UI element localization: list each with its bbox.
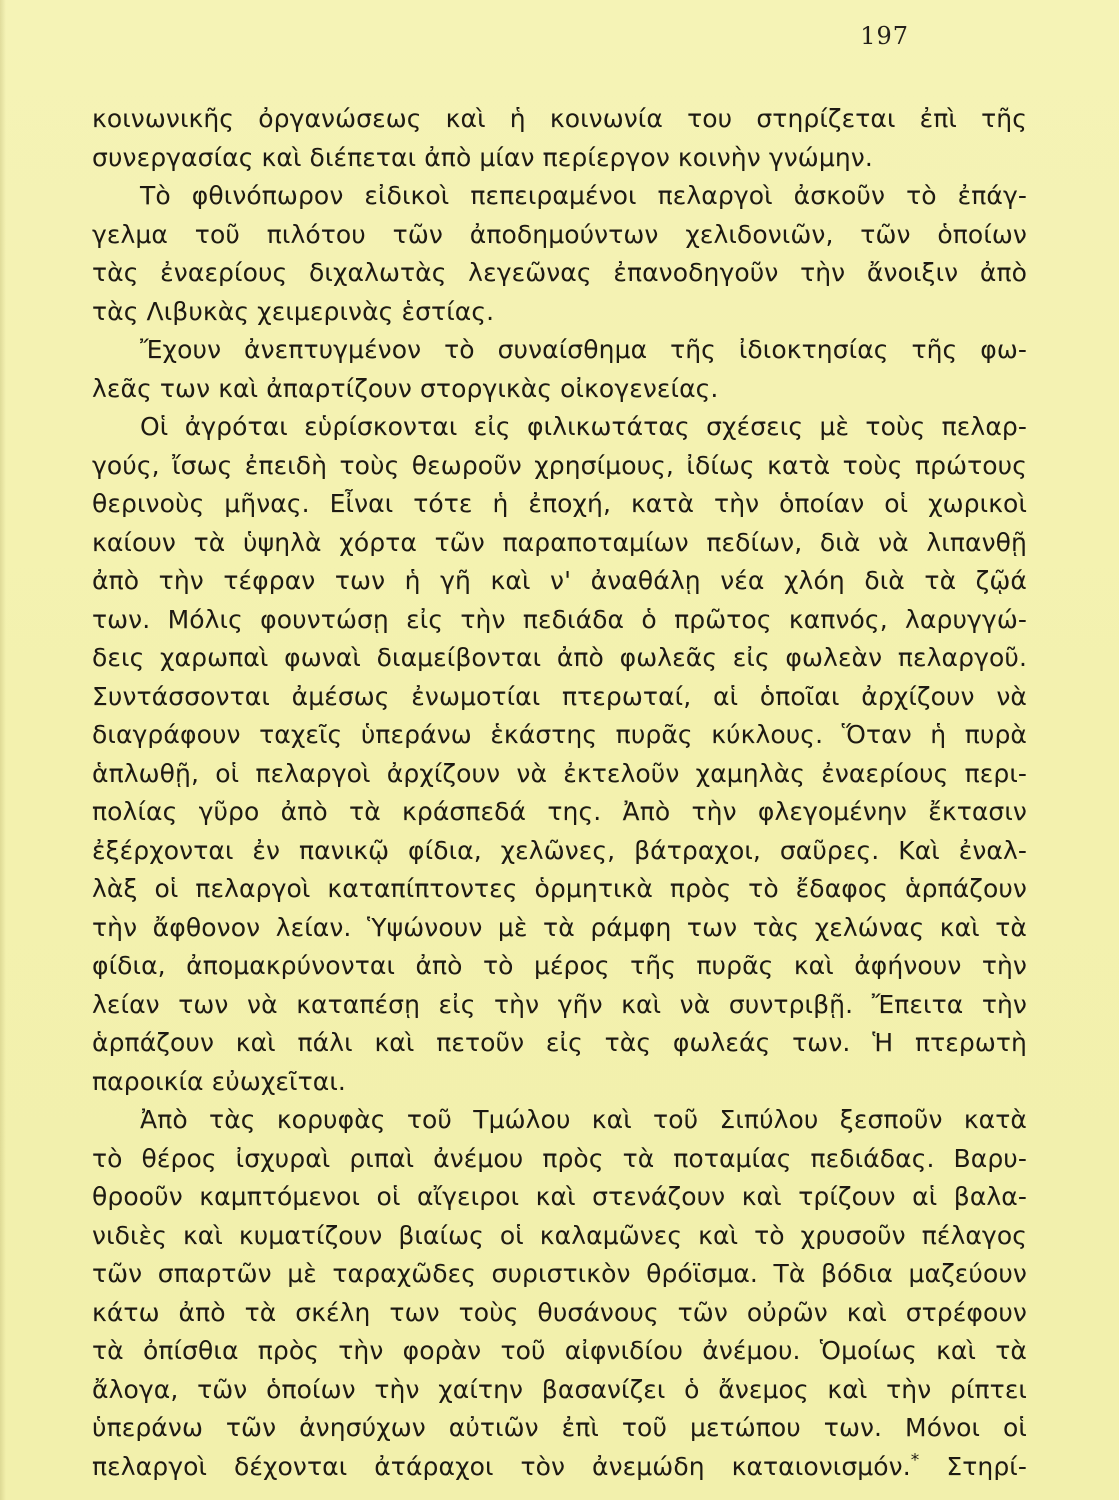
text-line-final [92, 1448, 1027, 1487]
text-line: τῶν σπαρτῶν μὲ ταραχῶδες συριστικὸν θρόϊσμα. Τὰ βόδια μαζεύουν [92, 1259, 1027, 1288]
text-line: φίδια, ἀπομακρύνονται ἀπὸ τὸ μέρος τῆς πυρᾶς καὶ ἀφήνουν τὴν [92, 951, 1027, 980]
text-line: λὰξ οἱ πελαργοὶ καταπίπτοντες ὁρμητικὰ πρὸς τὸ ἔδαφος ἁρπάζουν [92, 874, 1027, 903]
text-line: διαγράφουν ταχεῖς ὑπεράνω ἑκάστης πυρᾶς κύκλους. Ὅταν ἡ πυρὰ [92, 720, 1027, 749]
text-line-final-main: πελαργοὶ δέχονται ἀτάραχοι τὸν ἀνεμώδη καταιονισμόν. [92, 1451, 911, 1481]
text-line: γελμα τοῦ πιλότου τῶν ἀποδημούντων χελιδονιῶν, τῶν ὁποίων [92, 219, 1027, 249]
text-line: γούς, ἴσως ἐπειδὴ τοὺς θεωροῦν χρησίμους, ἰδίως κατὰ τοὺς πρώτους [92, 450, 1027, 480]
text-line: Ἀπὸ τὰς κορυφὰς τοῦ Τμώλου καὶ τοῦ Σιπύλου ξεσποῦν κατὰ [140, 1105, 1027, 1134]
text-line: πολίας γῦρο ἀπὸ τὰ κράσπεδά της. Ἀπὸ τὴν φλεγομένην ἔκτασιν [92, 797, 1027, 826]
text-line: τὰ ὀπίσθια πρὸς τὴν φορὰν τοῦ αἰφνιδίου ἀνέμου. Ὁμοίως καὶ τὰ [92, 1336, 1027, 1365]
text-line: κάτω ἀπὸ τὰ σκέλη των τοὺς θυσάνους τῶν οὐρῶν καὶ στρέφουν [92, 1297, 1027, 1327]
text-line: των. Μόλις φουντώσῃ εἰς τὴν πεδιάδα ὁ πρῶτος καπνός, λαρυγγώ- [92, 604, 1027, 634]
text-line: νιδιὲς καὶ κυματίζουν βιαίως οἱ καλαμῶνες καὶ τὸ χρυσοῦν πέλαγος [92, 1220, 1027, 1250]
text-line: ἁπλωθῇ, οἱ πελαργοὶ ἀρχίζουν νὰ ἐκτελοῦν χαμηλὰς ἐναερίους περι- [92, 758, 1027, 788]
text-line: λεᾶς των καὶ ἀπαρτίζουν στοργικὰς οἰκογενείας. [92, 373, 719, 403]
text-line: λείαν των νὰ καταπέσῃ εἰς τὴν γῆν καὶ νὰ συντριβῇ. Ἔπειτα τὴν [92, 989, 1027, 1019]
text-line: ὑπεράνω τῶν ἀνησύχων αὐτιῶν ἐπὶ τοῦ μετώπου των. Μόνοι οἱ [92, 1413, 1027, 1442]
text-line: ἀπὸ τὴν τέφραν των ἡ γῆ καὶ ν' ἀναθάλῃ νέα χλόη διὰ τὰ ζῷά [92, 566, 1027, 595]
text-line: θερινοὺς μῆνας. Εἶναι τότε ἡ ἐποχή, κατὰ τὴν ὁποίαν οἱ χωρικοὶ [92, 489, 1027, 518]
text-line: ἐξέρχονται ἐν πανικῷ φίδια, χελῶνες, βάτραχοι, σαῦρες. Καὶ ἐναλ- [92, 835, 1027, 865]
text-line: θροοῦν καμπτόμενοι οἱ αἴγειροι καὶ στενάζουν καὶ τρίζουν αἱ βαλα- [92, 1182, 1027, 1211]
text-line: Συντάσσονται ἀμέσως ἐνωμοτίαι πτερωταί, αἱ ὁποῖαι ἀρχίζουν νὰ [92, 681, 1027, 711]
body-text [92, 100, 1027, 1486]
text-line: τὰς Λιβυκὰς χειμερινὰς ἑστίας. [92, 296, 495, 326]
text-line: παροικία εὐωχεῖται. [92, 1066, 346, 1096]
text-line: συνεργασίας καὶ διέπεται ἀπὸ μίαν περίεργον κοινὴν γνώμην. [92, 142, 873, 172]
text-line: δεις χαρωπαὶ φωναὶ διαμείβονται ἀπὸ φωλεᾶς εἰς φωλεὰν πελαργοῦ. [92, 643, 1027, 672]
text-line: ἁρπάζουν καὶ πάλι καὶ πετοῦν εἰς τὰς φωλεάς των. Ἡ πτερωτὴ [92, 1028, 1027, 1057]
text-line: κοινωνικῆς ὀργανώσεως καὶ ἡ κοινωνία του στηρίζεται ἐπὶ τῆς [92, 104, 1027, 133]
page-number: 197 [860, 22, 909, 50]
text-line: τὰς ἐναερίους διχαλωτὰς λεγεῶνας ἐπανοδηγοῦν τὴν ἄνοιξιν ἀπὸ [92, 258, 1027, 287]
text-line: Οἱ ἀγρόται εὑρίσκονται εἰς φιλικωτάτας σχέσεις μὲ τοὺς πελαρ- [140, 412, 1027, 441]
text-line: Τὸ φθινόπωρον εἰδικοὶ πεπειραμένοι πελαργοὶ ἀσκοῦν τὸ ἐπάγ- [140, 181, 1027, 210]
text-line: τὸ θέρος ἰσχυραὶ ριπαὶ ἀνέμου πρὸς τὰ ποταμίας πεδιάδας. Βαρυ- [92, 1143, 1027, 1173]
text-line: Ἔχουν ἀνεπτυγμένον τὸ συναίσθημα τῆς ἰδιοκτησίας τῆς φω- [140, 335, 1027, 364]
text-line: τὴν ἄφθονον λείαν. Ὑψώνουν μὲ τὰ ράμφη των τὰς χελώνας καὶ τὰ [92, 912, 1027, 942]
text-line: καίουν τὰ ὑψηλὰ χόρτα τῶν παραποταμίων πεδίων, διὰ νὰ λιπανθῇ [92, 527, 1027, 557]
text-line-final-tail: Στηρί- [919, 1451, 1027, 1481]
footnote-marker: * [910, 1450, 920, 1471]
scan-edge-shadow [0, 0, 6, 1500]
text-line: ἄλογα, τῶν ὁποίων τὴν χαίτην βασανίζει ὁ ἄνεμος καὶ τὴν ρίπτει [92, 1374, 1027, 1404]
